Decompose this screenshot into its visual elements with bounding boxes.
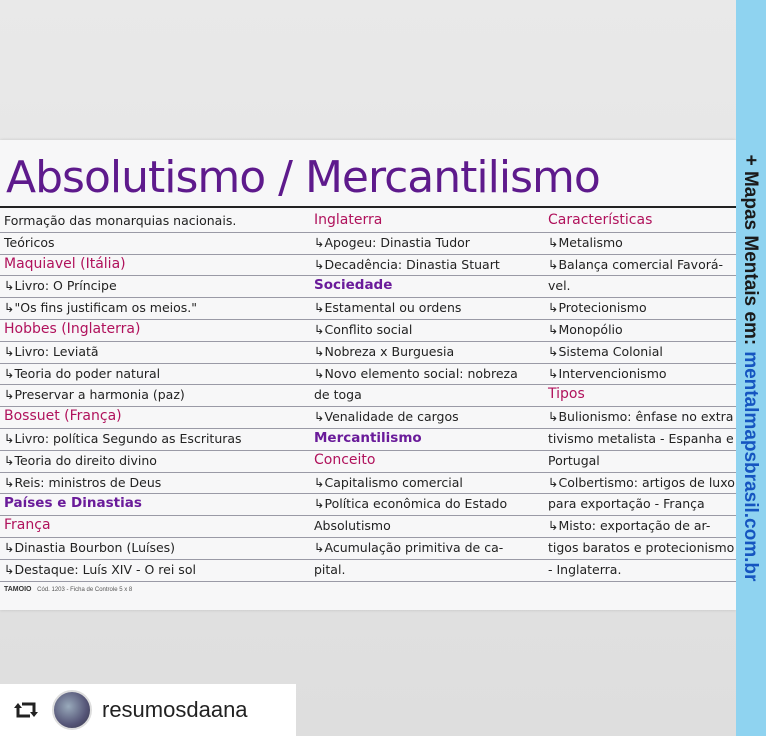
left-note-line: Maquiavel (Itália): [4, 255, 126, 272]
left-note-line: Formação das monarquias nacionais.: [4, 213, 237, 228]
right-note-line: Portugal: [548, 452, 600, 468]
left-note-line: ↳ Teoria do poder natural: [4, 363, 242, 385]
ruled-line: [0, 581, 736, 582]
right-note-line: ↳ Intervencionismo: [548, 363, 735, 385]
middle-note-line: Mercantilismo: [314, 429, 422, 446]
middle-note-line: ↳ Acumulação primitiva de ca-: [314, 537, 518, 559]
left-note-line: ↳ Dinastia Bourbon (Luíses): [4, 537, 242, 559]
middle-note-line: de toga: [314, 387, 362, 403]
right-note-line: ↳ Protecionismo: [548, 297, 735, 319]
middle-note-line: ↳ Decadência: Dinastia Stuart: [314, 254, 518, 276]
side-banner-prefix: + Mapas Mentais em:: [740, 154, 761, 346]
repost-badge[interactable]: [0, 684, 296, 736]
left-note-line: ↳ Livro: Leviatã: [4, 341, 242, 363]
middle-note-line: ↳ Nobreza x Burguesia: [314, 341, 518, 363]
middle-note-line: Absolutismo: [314, 518, 391, 534]
right-note-line: tigos baratos e protecionismo: [548, 539, 735, 555]
repost-icon: [12, 696, 40, 724]
left-note-line: ↳ Livro: O Príncipe: [4, 275, 242, 297]
middle-note-line: ↳ Apogeu: Dinastia Tudor: [314, 232, 518, 254]
right-note-line: ↳ Monopólio: [548, 319, 735, 341]
middle-note-line: Inglaterra: [314, 212, 383, 228]
left-column: [4, 210, 242, 581]
title-underline: [0, 206, 736, 208]
right-note-line: ↳ Sistema Colonial: [548, 341, 735, 363]
left-note-line: Países e Dinastias: [4, 495, 142, 512]
left-note-line: ↳ Reis: ministros de Deus: [4, 472, 242, 494]
right-note-line: - Inglaterra.: [548, 561, 622, 577]
right-note-line: Tipos: [548, 386, 585, 403]
middle-note-line: Conceito: [314, 451, 376, 468]
left-note-line: ↳ Preservar a harmonia (paz): [4, 384, 242, 406]
middle-note-line: ↳ Novo elemento social: nobreza: [314, 363, 518, 385]
middle-note-line: Sociedade: [314, 277, 393, 294]
avatar[interactable]: [52, 690, 92, 730]
right-note-line: Características: [548, 212, 653, 228]
footer-text: Cód. 1203 - Ficha de Controle 5 x 8: [37, 587, 133, 593]
middle-note-line: ↳ Venalidade de cargos: [314, 406, 518, 428]
left-note-line: Teóricos: [4, 234, 55, 250]
footer-brand: TAMOIO: [4, 586, 32, 593]
right-note-line: vel.: [548, 278, 571, 294]
right-note-line: ↳ Colbertismo: artigos de luxo: [548, 472, 735, 494]
left-note-line: ↳ "Os fins justificam os meios.": [4, 297, 242, 319]
right-note-line: para exportação - França: [548, 496, 705, 512]
left-note-line: Hobbes (Inglaterra): [4, 320, 141, 337]
card-footer: [4, 586, 132, 593]
middle-note-line: pital.: [314, 561, 346, 577]
card-title: Absolutismo / Mercantilismo: [6, 152, 600, 203]
middle-note-line: ↳ Estamental ou ordens: [314, 297, 518, 319]
right-column: [548, 210, 735, 581]
right-note-line: ↳ Balança comercial Favorá-: [548, 254, 735, 276]
left-note-line: ↳ Livro: política Segundo as Escrituras: [4, 428, 242, 450]
left-note-line: ↳ Destaque: Luís XIV - O rei sol: [4, 559, 242, 581]
middle-column: [314, 210, 518, 581]
left-note-line: França: [4, 517, 51, 534]
index-card: [0, 140, 736, 610]
left-note-line: Bossuet (França): [4, 408, 122, 425]
right-note-line: ↳ Bulionismo: ênfase no extra: [548, 406, 735, 428]
repost-username[interactable]: resumosdaana: [102, 697, 248, 722]
middle-note-line: ↳ Capitalismo comercial: [314, 472, 518, 494]
right-note-line: tivismo metalista - Espanha e: [548, 430, 734, 446]
side-banner-link[interactable]: mentalmapsbrasil.com.br: [740, 351, 761, 582]
side-banner-text[interactable]: [735, 0, 765, 736]
right-note-line: ↳ Metalismo: [548, 232, 735, 254]
left-note-line: ↳ Teoria do direito divino: [4, 450, 242, 472]
middle-note-line: ↳ Conflito social: [314, 319, 518, 341]
right-note-line: ↳ Misto: exportação de ar-: [548, 515, 735, 537]
middle-note-line: ↳ Política econômica do Estado: [314, 493, 518, 515]
